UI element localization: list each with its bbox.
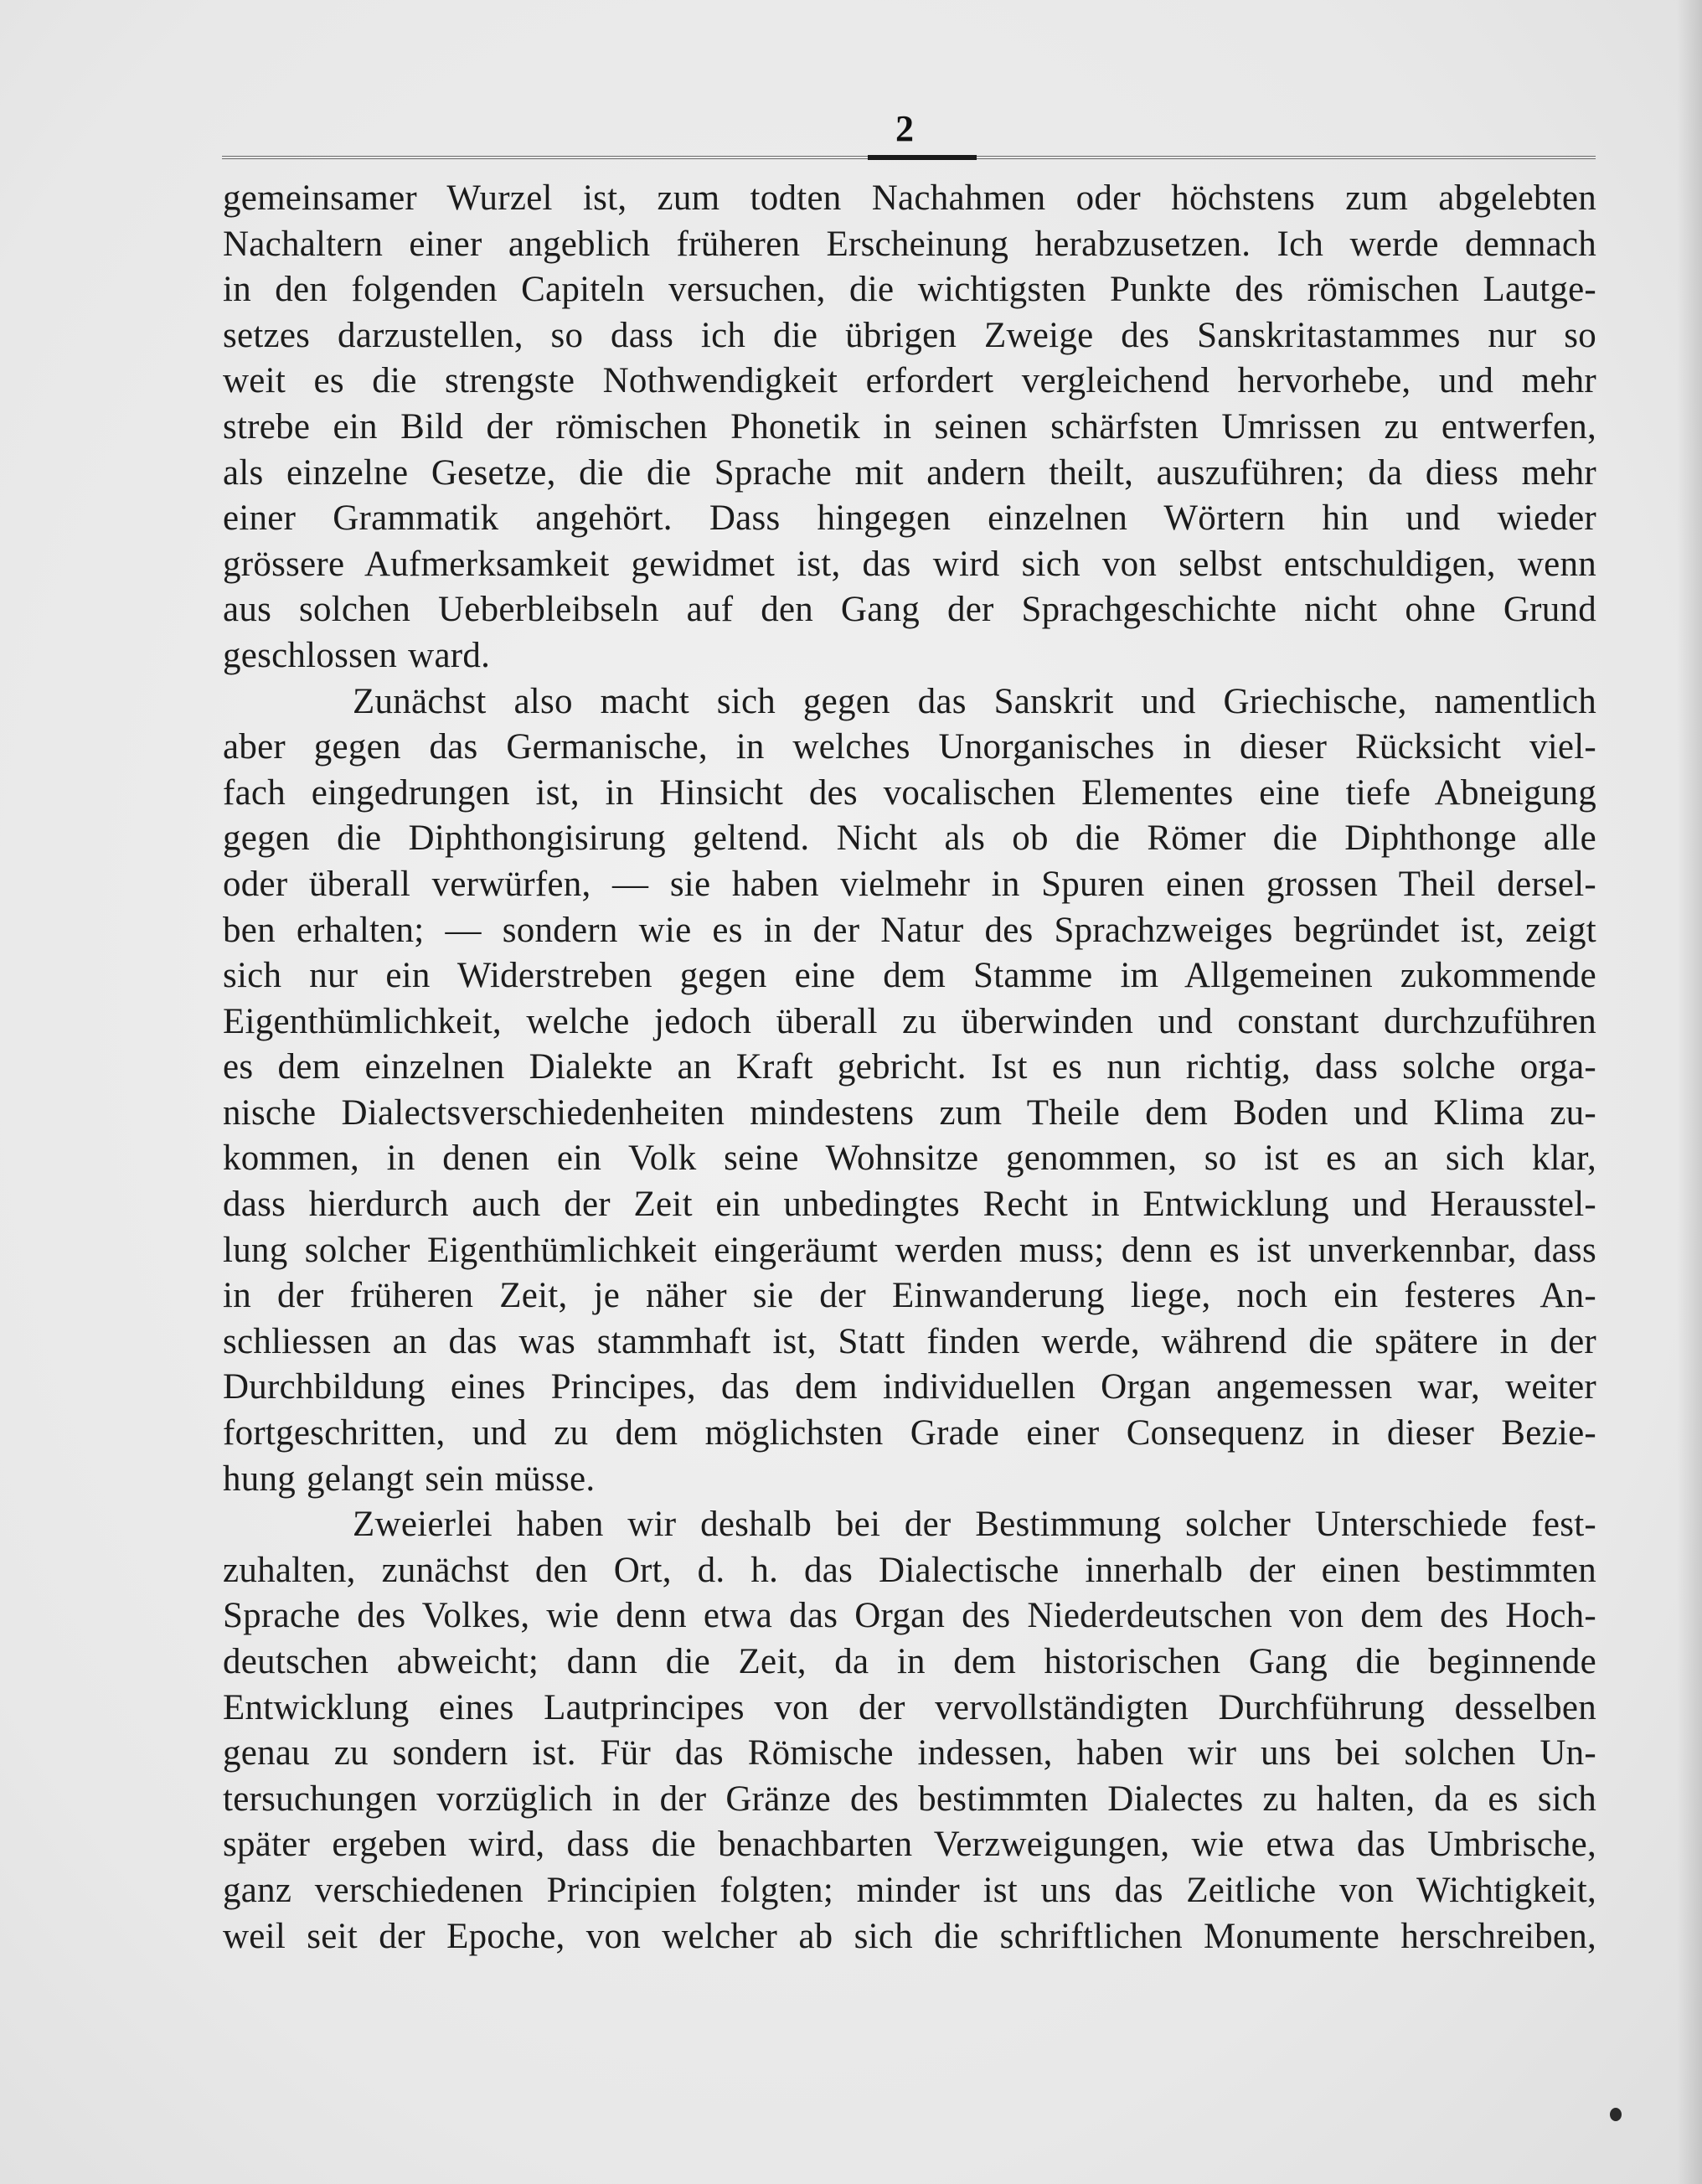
text-line: tersuchungen vorzüglich in der Gränze des bestimmten Dialectes zu halten, da es sich — [223, 1779, 1596, 1819]
text-line: Zunächst also macht sich gegen das Sanskrit und Griechische, namentlich — [353, 681, 1596, 721]
page-number: 2 — [895, 108, 914, 149]
text-line: Durchbildung eines Principes, das dem individuellen Organ angemessen war, weiter — [223, 1367, 1596, 1407]
text-line: weit es die strengste Nothwendigkeit erfordert vergleichend hervorhebe, und mehr — [223, 361, 1596, 401]
text-line: gegen die Diphthongisirung geltend. Nicht als ob die Römer die Diphthonge alle — [223, 818, 1596, 859]
text-line: fach eingedrungen ist, in Hinsicht des vocalischen Elementes eine tiefe Abneigung — [223, 772, 1596, 813]
text-line: aus solchen Ueberbleibseln auf den Gang der Sprachgeschichte nicht ohne Grund — [223, 590, 1596, 630]
ink-speck — [1610, 2108, 1622, 2121]
page-edge-shadow — [1677, 0, 1702, 2184]
text-line: strebe ein Bild der römischen Phonetik in seinen schärfsten Umrissen zu entwerfen, — [223, 406, 1596, 447]
text-line: aber gegen das Germanische, in welches Unorganisches in dieser Rücksicht viel- — [223, 727, 1596, 767]
text-line: später ergeben wird, dass die benachbarten Verzweigungen, wie etwa das Umbrische, — [223, 1825, 1596, 1865]
header-rule-accent — [868, 155, 977, 160]
text-line: Eigenthümlichkeit, welche jedoch überall zu überwinden und constant durchzuführen — [223, 1001, 1596, 1041]
text-line: es dem einzelnen Dialekte an Kraft gebricht. Ist es nun richtig, dass solche orga- — [223, 1047, 1596, 1087]
text-line: schliessen an das was stammhaft ist, Statt finden werde, während die spätere in der — [223, 1321, 1596, 1361]
text-line: setzes darzustellen, so dass ich die übrigen Zweige des Sanskritastammes nur so — [223, 315, 1596, 355]
text-line: fortgeschritten, und zu dem möglichsten Grade einer Consequenz in dieser Bezie- — [223, 1413, 1596, 1453]
text-line: genau zu sondern ist. Für das Römische indessen, haben wir uns bei solchen Un- — [223, 1733, 1596, 1774]
text-line: lung solcher Eigenthümlichkeit eingeräumt werden muss; denn es ist unverkennbar, dass — [223, 1230, 1596, 1270]
text-line: in der früheren Zeit, je näher sie der Einwanderung liege, noch ein festeres An- — [223, 1276, 1596, 1316]
text-line: ganz verschiedenen Principien folgten; minder ist uns das Zeitliche von Wichtigkeit, — [223, 1870, 1596, 1910]
text-line: zuhalten, zunächst den Ort, d. h. das Dialectische innerhalb der einen bestimmten — [223, 1550, 1596, 1590]
body-text — [223, 176, 1596, 1959]
text-line: geschlossen ward. — [223, 635, 491, 675]
text-line: Zweierlei haben wir deshalb bei der Bestimmung solcher Unterschiede fest- — [353, 1505, 1596, 1545]
text-line: hung gelangt sein müsse. — [223, 1459, 596, 1499]
text-line: als einzelne Gesetze, die die Sprache mit andern theilt, auszuführen; da diess mehr — [223, 452, 1596, 493]
text-line: weil seit der Epoche, von welcher ab sich die schriftlichen Monumente herschreiben, — [223, 1916, 1596, 1956]
text-line: Entwicklung eines Lautprincipes von der vervollständigten Durchführung desselben — [223, 1687, 1596, 1727]
paragraph-3 — [223, 1502, 1596, 1959]
text-line: deutschen abweicht; dann die Zeit, da in dem historischen Gang die beginnende — [223, 1642, 1596, 1681]
text-line: in den folgenden Capiteln versuchen, die wichtigsten Punkte des römischen Lautge- — [223, 270, 1596, 310]
paragraph-1 — [223, 176, 1596, 679]
text-line: sich nur ein Widerstreben gegen eine dem Stamme im Allgemeinen zukommende — [223, 956, 1596, 996]
text-line: oder überall verwürfen, — sie haben vielmehr in Spuren einen grossen Theil dersel- — [223, 864, 1596, 904]
paragraph-2 — [223, 679, 1596, 1503]
text-line: dass hierdurch auch der Zeit ein unbedingtes Recht in Entwicklung und Herausstel- — [223, 1185, 1596, 1225]
text-line: nische Dialectsverschiedenheiten mindestens zum Theile dem Boden und Klima zu- — [223, 1092, 1596, 1133]
text-line: ben erhalten; — sondern wie es in der Natur des Sprachzweiges begründet ist, zeigt — [223, 910, 1596, 950]
text-line: kommen, in denen ein Volk seine Wohnsitze genommen, so ist es an sich klar, — [223, 1138, 1596, 1179]
text-line: Nachaltern einer angeblich früheren Erscheinung herabzusetzen. Ich werde demnach — [223, 224, 1596, 264]
text-line: grössere Aufmerksamkeit gewidmet ist, das wird sich von selbst entschuldigen, wenn — [223, 544, 1596, 584]
text-line: gemeinsamer Wurzel ist, zum todten Nachahmen oder höchstens zum abgelebten — [223, 178, 1596, 218]
text-line: einer Grammatik angehört. Dass hingegen einzelnen Wörtern hin und wieder — [223, 498, 1596, 539]
text-line: Sprache des Volkes, wie denn etwa das Organ des Niederdeutschen von dem des Hoch- — [223, 1596, 1596, 1636]
